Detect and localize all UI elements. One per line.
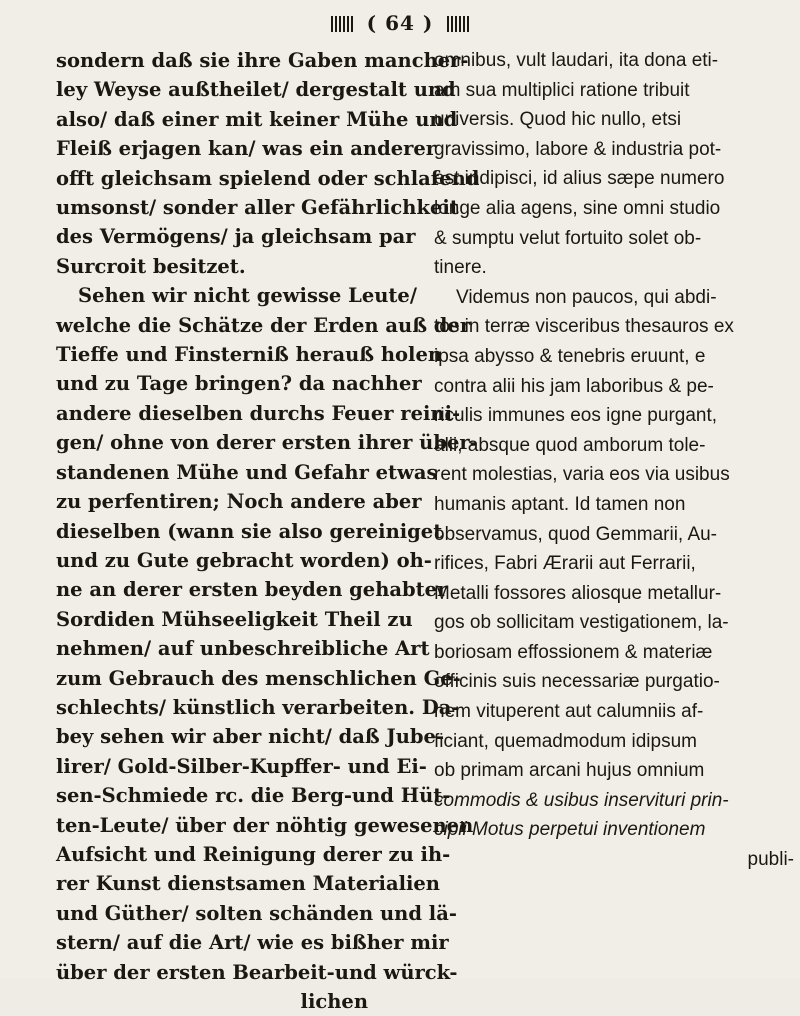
german-text-line: schlechts/ künstlich verarbeiten. Da- <box>56 695 460 719</box>
latin-text-line: est indipisci, id alius sæpe numero <box>434 168 725 190</box>
german-text-line: zu perfentiren; Noch andere aber <box>56 490 422 514</box>
latin-text-line: ipsa abysso & tenebris eruunt, e <box>434 345 706 367</box>
latin-text-line: gos ob sollicitam vestigationem, la- <box>434 612 729 634</box>
latin-text-line: cipii Motus perpetui inventionem <box>434 819 706 841</box>
german-text-line: und Güther/ solten schänden und lä- <box>56 901 457 925</box>
german-text-line: bey sehen wir aber nicht/ daß Jube- <box>56 725 445 749</box>
latin-text-line: humanis aptant. Id tamen non <box>434 493 686 515</box>
german-text-line: umsonst/ sonder aller Gefährlichkeit <box>56 196 459 220</box>
header-ornament-left <box>331 16 353 32</box>
latin-text-line: longe alia agens, sine omni studio <box>434 197 721 219</box>
german-text-line: Sehen wir nicht gewisse Leute/ <box>78 284 417 308</box>
latin-text-line: gravissimo, labore & industria pot- <box>434 138 722 160</box>
latin-text-line: observamus, quod Gemmarii, Au- <box>434 523 718 545</box>
german-text-line: ley Weyse außtheilet/ dergestalt und <box>56 78 456 102</box>
german-text-line: Sordiden Mühseeligkeit Theil zu <box>56 607 413 631</box>
german-text-line: Surcroit besitzet. <box>56 254 246 278</box>
german-text-line: gen/ ohne von derer ersten ihrer über- <box>56 431 478 455</box>
german-text-line: und zu Tage bringen? da nachher <box>56 372 422 396</box>
latin-text-line: universis. Quod hic nullo, etsi <box>434 109 682 131</box>
header-ornament-right <box>447 16 469 32</box>
german-text-line: und zu Gute gebracht worden) oh- <box>56 548 432 572</box>
german-text-line: rer Kunst dienstsamen Materialien <box>56 872 440 896</box>
latin-text-line: nem vituperent aut calumniis af- <box>434 701 704 723</box>
latin-text-line: am sua multiplici ratione tribuit <box>434 79 690 101</box>
latin-text-line: tos in terræ visceribus thesauros ex <box>434 316 734 338</box>
german-text-line: also/ daß einer mit keiner Mühe und <box>56 107 458 131</box>
german-text-line: dieselben (wann sie also gereiniget <box>56 519 443 543</box>
german-text-line: standenen Mühe und Gefahr etwas <box>56 460 438 484</box>
german-text-line: Aufsicht und Reinigung derer zu ih- <box>56 842 451 866</box>
latin-text-line: rent molestias, varia eos via usibus <box>434 464 730 486</box>
latin-text-line: commodis & usibus inservituri prin- <box>434 789 729 811</box>
page-number: ( 64 ) <box>366 11 434 35</box>
latin-text-line: tinere. <box>434 257 487 279</box>
latin-text-line: boriosam effossionem & materiæ <box>434 641 713 663</box>
german-text-line: des Vermögens/ ja gleichsam par <box>56 225 416 249</box>
german-text-line: Fleiß erjagen kan/ was ein anderer <box>56 137 437 161</box>
german-text-line: stern/ auf die Art/ wie es bißher mir <box>56 931 449 955</box>
latin-text-line: riculis immunes eos igne purgant, <box>434 405 718 427</box>
latin-text-line: Metalli fossores aliosque metallur- <box>434 582 722 604</box>
german-text-line: andere dieselben durchs Feuer reini- <box>56 401 461 425</box>
german-text-line: über der ersten Bearbeit-und würck- <box>56 960 458 984</box>
german-text-line: nehmen/ auf unbeschreibliche Art <box>56 637 430 661</box>
latin-text-line: contra alii his jam laboribus & pe- <box>434 375 714 397</box>
page-header <box>0 6 800 40</box>
latin-text-line: officinis suis necessariæ purgatio- <box>434 671 720 693</box>
latin-text-line: & sumptu velut fortuito solet ob- <box>434 227 702 249</box>
latin-text-line: alii, absque quod amborum tole- <box>434 434 706 456</box>
german-text-line: Tieffe und Finsterniß herauß holen <box>56 343 443 367</box>
german-text-line: ten-Leute/ über der nöhtig gewesenen <box>56 813 474 837</box>
german-text-line: sen-Schmiede rc. die Berg-und Hüt- <box>56 784 451 808</box>
latin-text-line: publi- <box>747 849 794 871</box>
german-text-line: zum Gebrauch des menschlichen Ge- <box>56 666 461 690</box>
german-text-line: lichen <box>300 990 368 1013</box>
latin-text-line: ficiant, quemadmodum idipsum <box>434 730 697 752</box>
german-text-line: sondern daß sie ihre Gaben mancher- <box>56 49 469 72</box>
latin-text-line: ob primam arcani hujus omnium <box>434 760 705 782</box>
german-text-line: lirer/ Gold-Silber-Kupffer- und Ei- <box>56 754 427 778</box>
german-text-line: offt gleichsam spielend oder schlafend <box>56 166 480 190</box>
latin-text-line: omnibus, vult laudari, ita dona eti- <box>434 50 719 71</box>
german-text-line: ne an derer ersten beyden gehabter <box>56 578 448 602</box>
latin-text-line: rifices, Fabri Ærarii aut Ferrarii, <box>434 553 696 575</box>
german-text-line: welche die Schätze der Erden auß der <box>56 313 471 337</box>
latin-column <box>434 46 794 875</box>
latin-text-line: Videmus non paucos, qui abdi- <box>456 286 717 308</box>
